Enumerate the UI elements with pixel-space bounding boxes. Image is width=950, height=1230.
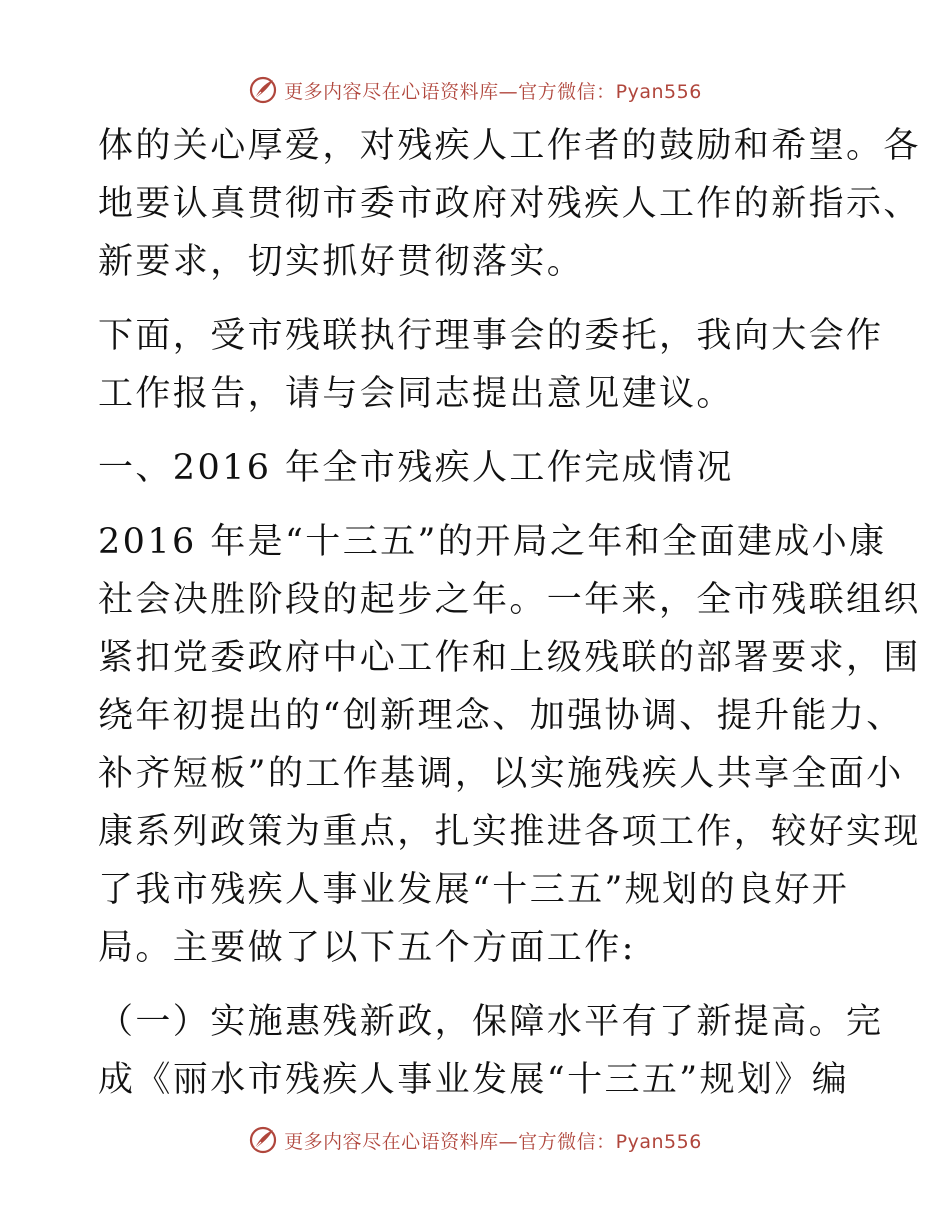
- body-line: 下面，受市残联执行理事会的委托，我向大会作: [98, 316, 884, 356]
- body-line: 2016 年是“十三五”的开局之年和全面建成小康: [98, 522, 887, 562]
- body-line: 地要认真贯彻市委市政府对残疾人工作的新指示、: [98, 184, 921, 224]
- body-line: 康系列政策为重点，扎实推进各项工作，较好实现: [98, 812, 921, 852]
- feather-pen-logo-icon: [248, 1125, 278, 1155]
- body-line: 社会决胜阶段的起步之年。一年来，全市残联组织: [98, 580, 921, 620]
- body-line: 工作报告，请与会同志提出意见建议。: [98, 374, 734, 414]
- body-line: 局。主要做了以下五个方面工作:: [98, 928, 636, 968]
- body-line: 了我市残疾人事业发展“十三五”规划的良好开: [98, 870, 850, 910]
- header-banner-text: 更多内容尽在心语资料库—官方微信：Pyan556: [284, 80, 702, 103]
- body-line: 体的关心厚爱，对残疾人工作者的鼓励和希望。各: [98, 126, 921, 166]
- section-heading: 一、2016 年全市残疾人工作完成情况: [98, 448, 734, 488]
- footer-banner: [0, 1122, 950, 1158]
- body-line: 成《丽水市残疾人事业发展“十三五”规划》编: [98, 1060, 850, 1100]
- footer-banner-text: 更多内容尽在心语资料库—官方微信：Pyan556: [284, 1130, 702, 1153]
- body-line: 绕年初提出的“创新理念、加强协调、提升能力、: [98, 696, 904, 736]
- subsection-heading: （一）实施惠残新政，保障水平有了新提高。完: [98, 1002, 884, 1042]
- body-line: 新要求，切实抓好贯彻落实。: [98, 242, 585, 282]
- body-line: 补齐短板”的工作基调，以实施残疾人共享全面小: [98, 754, 904, 794]
- body-line: 紧扣党委政府中心工作和上级残联的部署要求，围: [98, 638, 921, 678]
